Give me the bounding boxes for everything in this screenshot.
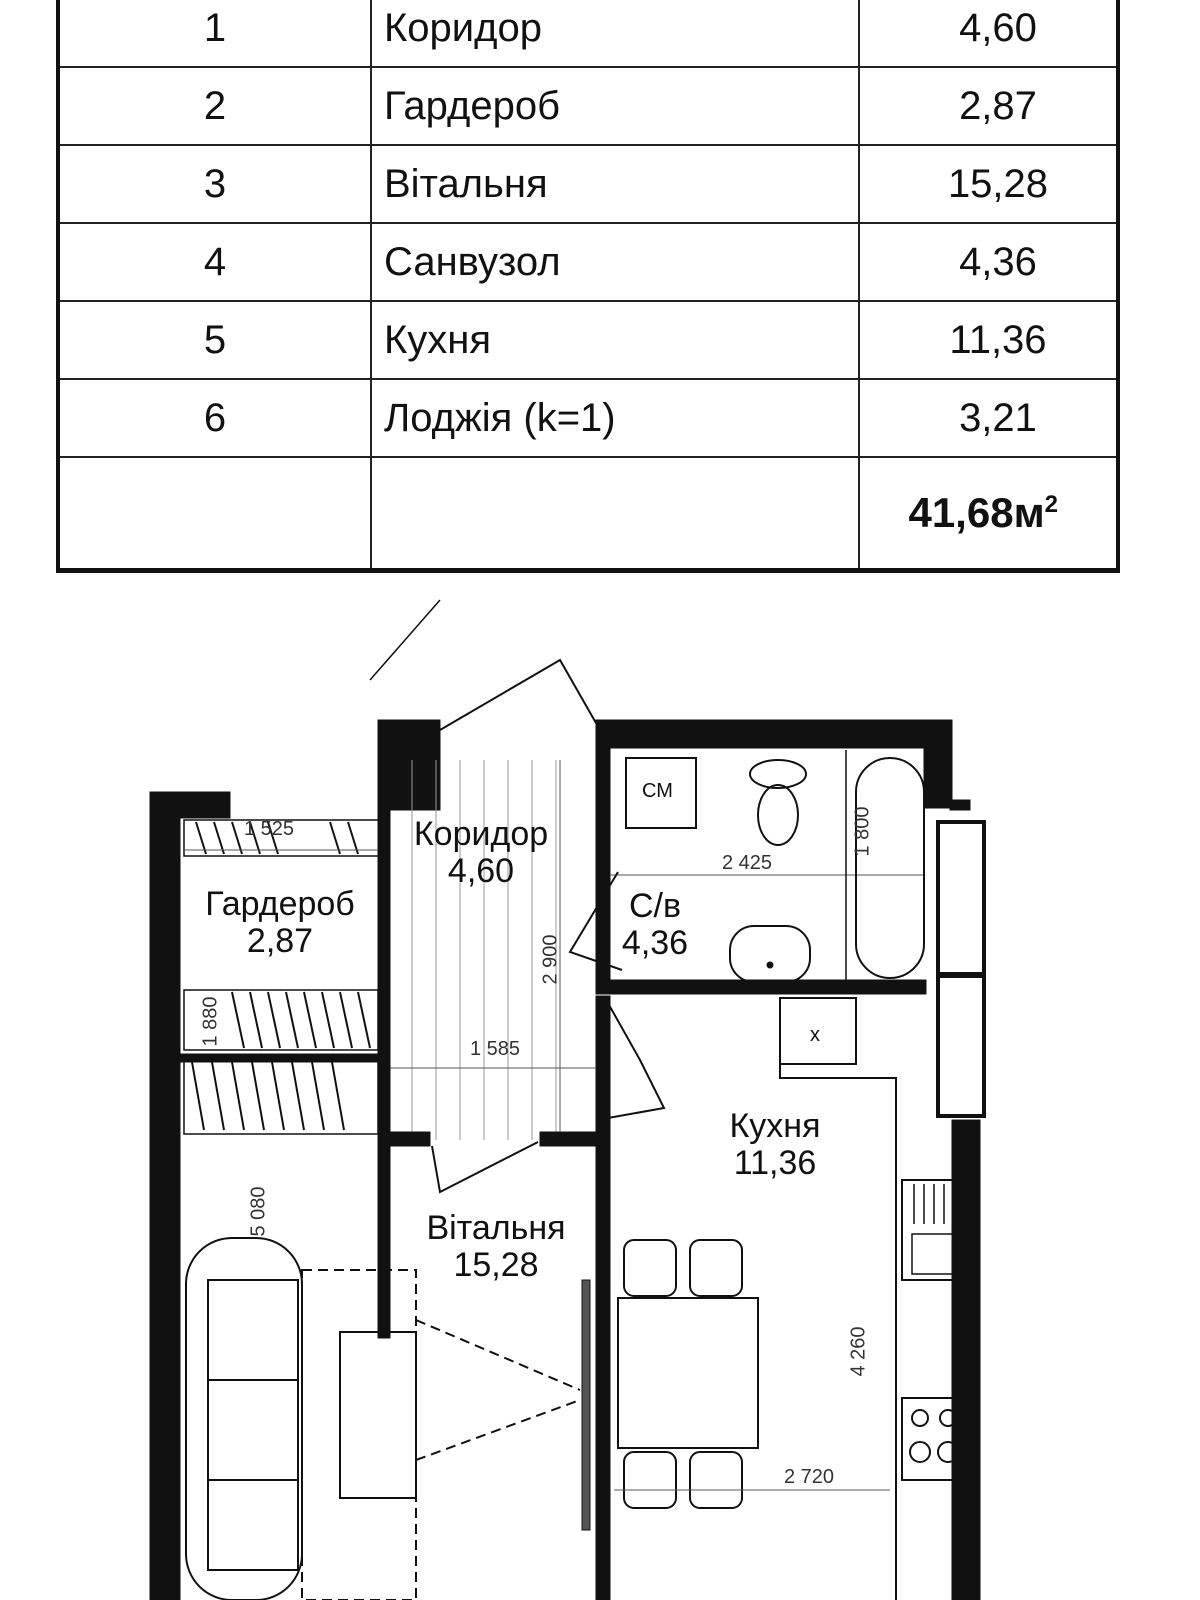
dimension-label: 1 585 [470, 1038, 521, 1060]
coffee-table [340, 1332, 416, 1498]
dimension-label: 1 880 [199, 996, 222, 1047]
kitchen-name: Кухня [729, 1107, 821, 1145]
loggia-window-upper [938, 822, 984, 974]
dimension-label: 2 900 [539, 934, 562, 985]
table-row [58, 67, 1118, 145]
sofa-cushion [208, 1380, 298, 1480]
corridor-label [396, 816, 566, 891]
room-area: 4,36 [859, 223, 1118, 301]
room-name: Санвузол [371, 223, 859, 301]
room-area: 11,36 [859, 301, 1118, 379]
empty-cell [371, 457, 859, 571]
room-name: Лоджія (k=1) [371, 379, 859, 457]
dimension-label: 2 425 [722, 852, 773, 874]
room-number: 6 [58, 379, 371, 457]
sink-drain [767, 962, 773, 968]
toilet-tank [750, 760, 806, 788]
living-room-label [396, 1210, 596, 1285]
dining-chair [624, 1240, 676, 1296]
sink-basin [912, 1234, 956, 1274]
plan-lines [150, 600, 984, 1600]
room-number: 5 [58, 301, 371, 379]
wardrobe-partition [180, 1054, 380, 1062]
total-area-unit-sup: 2 [1044, 491, 1058, 518]
scan-mark [370, 600, 440, 680]
bathroom-area: 4,36 [621, 924, 689, 963]
dimension-label: 5 080 [247, 1186, 270, 1237]
kitchen-label [700, 1108, 850, 1183]
dining-chair [624, 1452, 676, 1508]
west-wall [150, 792, 180, 1600]
corridor-south-wall [380, 1132, 430, 1146]
total-area [859, 457, 1118, 571]
floor-plan [0, 580, 1200, 1600]
living-room-area: 15,28 [453, 1246, 539, 1285]
room-number: 3 [58, 145, 371, 223]
shaft-tag: х [810, 1024, 820, 1046]
bath-west-wall [596, 740, 610, 990]
wardrobe-label [180, 886, 380, 961]
bathroom-label [610, 888, 700, 963]
north-east-wall [924, 720, 952, 808]
room-area: 15,28 [859, 145, 1118, 223]
room-area: 3,21 [859, 379, 1118, 457]
sink-drainboard [914, 1184, 944, 1224]
washing-machine-tag: СМ [642, 780, 673, 802]
table-row [58, 0, 1118, 67]
dining-table [618, 1298, 758, 1448]
sofa-cushion [208, 1280, 298, 1380]
room-name: Коридор [371, 0, 859, 67]
loggia-window-lower [938, 976, 984, 1116]
burner [910, 1442, 930, 1462]
bathroom-name: С/в [628, 887, 682, 925]
north-wall-bath [596, 720, 936, 748]
dimension-label: 2 720 [784, 1466, 835, 1488]
bathtub [856, 758, 924, 978]
entry-door-swing [440, 660, 600, 730]
east-wall-stub [950, 800, 970, 810]
north-west-wall [150, 792, 230, 818]
sofa-cushion [208, 1480, 298, 1570]
tv-view-line [416, 1320, 580, 1390]
dining-chair [690, 1452, 742, 1508]
room-area-table [56, 0, 1120, 573]
room-area: 2,87 [859, 67, 1118, 145]
table-row [58, 145, 1118, 223]
wardrobe-name: Гардероб [205, 885, 355, 923]
room-number: 2 [58, 67, 371, 145]
table-row [58, 301, 1118, 379]
sliding-partition [582, 1280, 590, 1530]
toilet-bowl [758, 785, 798, 845]
corridor-name: Коридор [413, 815, 549, 853]
dimension-label: 1 800 [851, 806, 874, 857]
room-name: Вітальня [371, 145, 859, 223]
room-number: 1 [58, 0, 371, 67]
tv-view-line [416, 1400, 580, 1460]
living-room-name: Вітальня [426, 1209, 566, 1247]
sofa [186, 1238, 302, 1600]
room-name: Гардероб [371, 67, 859, 145]
living-door-swing [432, 1142, 538, 1192]
dimension-label: 1 525 [244, 818, 295, 840]
rug-outline [302, 1270, 416, 1600]
floor-plan-drawing [0, 580, 1200, 1600]
room-number: 4 [58, 223, 371, 301]
dining-chair [690, 1240, 742, 1296]
wardrobe-hangers-bottom [192, 1062, 344, 1130]
table-row [58, 379, 1118, 457]
room-area: 4,60 [859, 0, 1118, 67]
empty-cell [58, 457, 371, 571]
wardrobe-area: 2,87 [246, 922, 314, 961]
table-row [58, 223, 1118, 301]
kitchen-door-swing [604, 996, 664, 1118]
dimension-label: 4 260 [847, 1326, 870, 1377]
room-name: Кухня [371, 301, 859, 379]
burner [912, 1410, 928, 1426]
total-row [58, 457, 1118, 571]
wardrobe-hangers-middle [232, 992, 370, 1048]
kitchen-area: 11,36 [733, 1144, 817, 1183]
bath-sink [730, 926, 810, 982]
total-area-value: 41,68м [908, 489, 1045, 536]
corridor-area: 4,60 [447, 852, 515, 891]
kitchen-west-wall [596, 996, 610, 1600]
